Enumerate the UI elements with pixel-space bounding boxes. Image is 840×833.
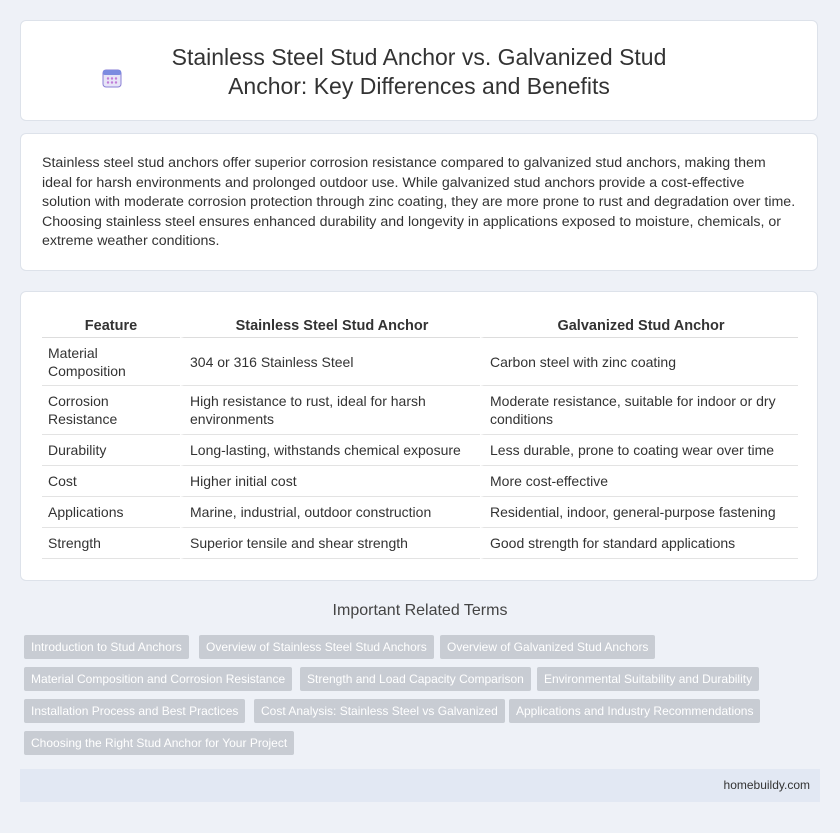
page-title: Stainless Steel Stud Anchor vs. Galvanized Stud Anchor: Key Differences and Benefits [171,44,667,99]
table-cell: Long-lasting, withstands chemical exposure [180,435,480,466]
table-header-row [42,315,798,338]
related-term-tag[interactable]: Cost Analysis: Stainless Steel vs Galvanized [254,699,505,723]
related-terms-title: Important Related Terms [332,602,508,619]
header-card [20,20,818,121]
intro-card [20,133,818,271]
table-cell: Corrosion Resistance [42,386,180,435]
table-cell: Strength [42,528,180,559]
table-cell: Higher initial cost [180,466,480,497]
column-header-galvanized: Galvanized Stud Anchor [480,315,798,338]
table-cell: Applications [42,497,180,528]
footer-site-link[interactable]: homebuildy.com [723,778,810,792]
table-cell: Cost [42,466,180,497]
related-term-tag[interactable]: Overview of Stainless Steel Stud Anchors [199,635,434,659]
table-cell: High resistance to rust, ideal for harsh environments [180,386,480,435]
table-row [42,466,798,497]
table-row [42,435,798,466]
intro-paragraph: Stainless steel stud anchors offer superior corrosion resistance compared to galvanized stud anchors, making them ideal for harsh environments and prolonged outdoor use. While galvanized stud anchors provide a cost-effective solution with moderate corrosion protection through zinc coating, they are more prone to rust and degradation over time. Choosing stainless steel ensures enhanced durability and longevity in applications exposed to moisture, chemicals, or extreme weather conditions. [42,155,796,250]
column-header-stainless: Stainless Steel Stud Anchor [180,315,480,338]
comparison-card [20,291,818,581]
table-row [42,528,798,559]
related-term-tag[interactable]: Overview of Galvanized Stud Anchors [440,635,655,659]
table-cell: Residential, indoor, general-purpose fastening [480,497,798,528]
table-cell: Carbon steel with zinc coating [480,338,798,386]
table-cell: 304 or 316 Stainless Steel [180,338,480,386]
comparison-table [42,315,798,559]
table-cell: Good strength for standard applications [480,528,798,559]
table-cell: Material Composition [42,338,180,386]
related-term-tag[interactable]: Material Composition and Corrosion Resistance [24,667,292,691]
table-cell: Marine, industrial, outdoor construction [180,497,480,528]
table-cell: Durability [42,435,180,466]
related-term-tag[interactable]: Installation Process and Best Practices [24,699,245,723]
related-term-tag[interactable]: Choosing the Right Stud Anchor for Your Project [24,731,294,755]
table-cell: Less durable, prone to coating wear over time [480,435,798,466]
column-header-feature: Feature [42,315,180,338]
table-cell: More cost-effective [480,466,798,497]
related-term-tag[interactable]: Introduction to Stud Anchors [24,635,189,659]
table-cell: Moderate resistance, suitable for indoor or dry conditions [480,386,798,435]
table-row [42,386,798,435]
related-term-tag[interactable]: Strength and Load Capacity Comparison [300,667,531,691]
table-row [42,338,798,386]
table-row [42,497,798,528]
related-term-tag[interactable]: Applications and Industry Recommendations [509,699,760,723]
footer-bar [20,769,820,802]
related-term-tag[interactable]: Environmental Suitability and Durability [537,667,759,691]
table-cell: Superior tensile and shear strength [180,528,480,559]
